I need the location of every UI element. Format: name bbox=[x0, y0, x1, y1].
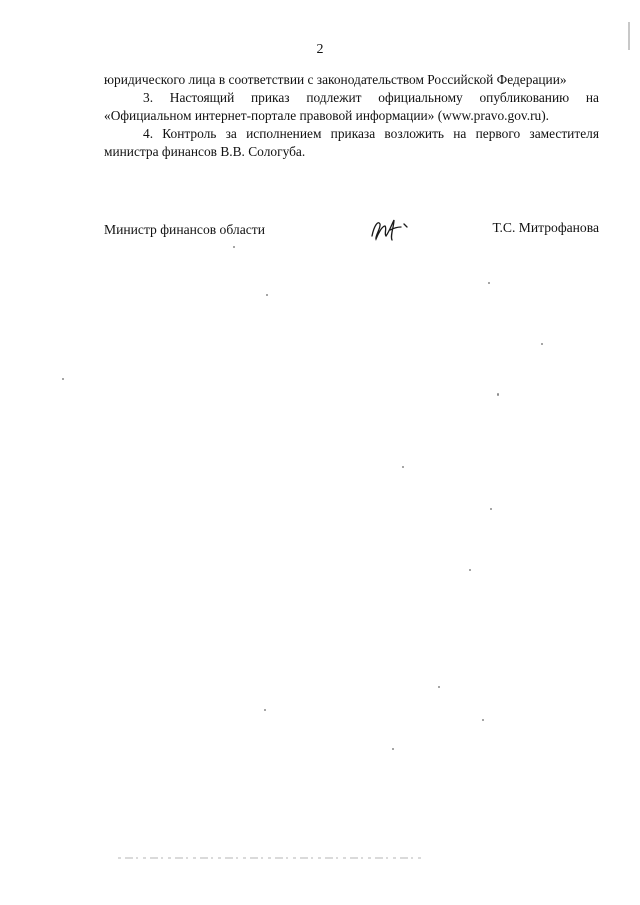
scan-speck bbox=[497, 393, 499, 396]
paragraph-item-3: 3. Настоящий приказ подлежит официальному опубликованию на «Официальном интернет-портале правовой информации» (www.pravo.gov.ru). bbox=[104, 90, 599, 123]
paragraph-item-4: 4. Контроль за исполнением приказа возложить на первого заместителя министра финансов В.В. Сологуба. bbox=[104, 126, 599, 159]
signer-position: Министр финансов области bbox=[104, 222, 266, 237]
scan-speck bbox=[438, 686, 440, 688]
scan-speck bbox=[402, 466, 404, 468]
scan-speck bbox=[469, 569, 471, 571]
scan-speck bbox=[266, 294, 268, 296]
body-text bbox=[104, 71, 599, 161]
scan-speck bbox=[62, 378, 64, 380]
page-number: 2 bbox=[316, 42, 324, 57]
handwritten-signature bbox=[366, 214, 412, 244]
scan-speck bbox=[264, 709, 266, 711]
signature-block bbox=[104, 220, 599, 244]
signer-name: Т.С. Митрофанова bbox=[492, 220, 599, 235]
scan-speck bbox=[490, 508, 492, 510]
paragraph-continuation: юридического лица в соответствии с законодательством Российской Федерации» bbox=[104, 72, 567, 87]
scan-smudge-line bbox=[118, 857, 423, 859]
scan-speck bbox=[541, 343, 543, 345]
scan-speck bbox=[482, 719, 484, 721]
scan-speck bbox=[392, 748, 394, 750]
scan-speck bbox=[488, 282, 490, 284]
scan-speck bbox=[233, 246, 235, 248]
